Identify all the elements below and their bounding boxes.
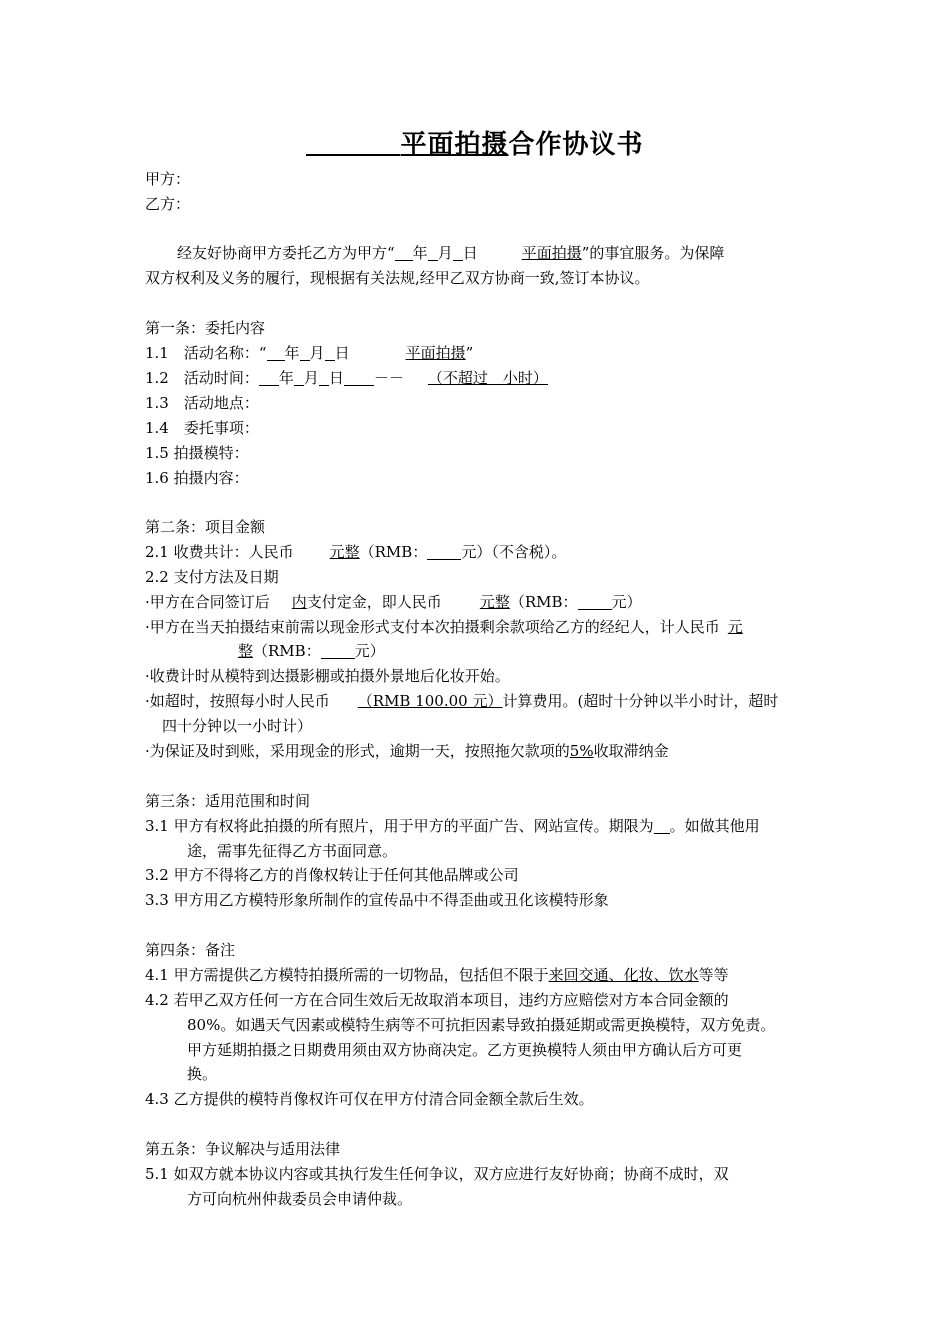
article-1-heading: 第一条：委托内容 bbox=[145, 319, 266, 337]
bullet-overtime-cont: 四十分钟以一小时计） bbox=[162, 717, 313, 735]
bullet-timing: ·收费计时从模特到达摄影棚或拍摄外景地后化妆开始。 bbox=[145, 667, 510, 685]
article-2-heading: 第二条：项目金额 bbox=[145, 518, 266, 536]
item-3-3: 3.3 甲方用乙方模特形象所制作的宣传品中不得歪曲或丑化该模特形象 bbox=[145, 891, 609, 909]
item-5-1-cont: 方可向杭州仲裁委员会申请仲裁。 bbox=[187, 1190, 413, 1208]
title-project: 平面拍摄 bbox=[400, 130, 509, 160]
item-1-6: 1.6 拍摄内容： bbox=[145, 469, 249, 487]
item-4-2-line-3: 甲方延期拍摄之日期费用须由双方协商决定。乙方更换模特人须由甲方确认后方可更 bbox=[187, 1041, 743, 1059]
bullet-late-fee: ·为保证及时到账，采用现金的形式，逾期一天，按照拖欠款项的5%收取滞纳金 bbox=[145, 742, 669, 760]
item-1-3: 1.3 活动地点： bbox=[145, 394, 259, 412]
document-title bbox=[0, 124, 950, 161]
article-3-heading: 第三条：适用范围和时间 bbox=[145, 792, 311, 810]
item-5-1: 5.1 如双方就本协议内容或其执行发生任何争议，双方应进行友好协商；协商不成时，双 bbox=[145, 1165, 729, 1183]
party-b-line: 乙方： bbox=[145, 195, 191, 213]
item-2-1: 2.1 收费共计：人民币 元整（RMB： 元）（不含税）。 bbox=[145, 543, 567, 561]
item-3-1: 3.1 甲方有权将此拍摄的所有照片，用于甲方的平面广告、网站宣传。期限为 。如做其他用 bbox=[145, 817, 760, 835]
item-3-1-cont: 途，需事先征得乙方书面同意。 bbox=[187, 842, 398, 860]
item-1-2: 1.2 活动时间： 年 月 日 －－ （不超过 小时） bbox=[145, 369, 548, 387]
item-4-1: 4.1 甲方需提供乙方模特拍摄所需的一切物品，包括但不限于来回交通、化妆、饮水等等 bbox=[145, 966, 729, 984]
party-a-line: 甲方： bbox=[145, 170, 191, 188]
intro-line-1: 经友好协商甲方委托乙方为甲方“ 年 月 日 平面拍摄”的事宜服务。为保障 bbox=[177, 244, 725, 262]
item-2-2: 2.2 支付方法及日期 bbox=[145, 568, 279, 586]
item-1-1: 1.1 活动名称：“ 年 月 日 平面拍摄” bbox=[145, 344, 474, 362]
item-4-3: 4.3 乙方提供的模特肖像权许可仅在甲方付清合同金额全款后生效。 bbox=[145, 1090, 594, 1108]
title-rest: 合作协议书 bbox=[508, 130, 644, 160]
intro-line-2: 双方权利及义务的履行，现根据有关法规,经甲乙双方协商一致,签订本协议。 bbox=[145, 269, 650, 287]
title-blank bbox=[306, 130, 400, 156]
bullet-balance: ·甲方在当天拍摄结束前需以现金形式支付本次拍摄剩余款项给乙方的经纪人，计人民币 元 bbox=[145, 618, 743, 636]
bullet-overtime: ·如超时，按照每小时人民币 （RMB 100.00 元）计算费用。(超时十分钟以半小时计，超时 bbox=[145, 692, 779, 710]
item-4-2-line-2: 80%。如遇天气因素或模特生病等不可抗拒因素导致拍摄延期或需更换模特，双方免责。 bbox=[187, 1016, 776, 1034]
item-3-2: 3.2 甲方不得将乙方的肖像权转让于任何其他品牌或公司 bbox=[145, 866, 519, 884]
item-1-4: 1.4 委托事项： bbox=[145, 419, 259, 437]
bullet-deposit: ·甲方在合同签订后 内支付定金，即人民币 元整（RMB： 元） bbox=[145, 593, 642, 611]
bullet-balance-cont: 整（RMB： 元） bbox=[238, 642, 385, 660]
item-4-2-line-4: 换。 bbox=[187, 1065, 218, 1083]
item-1-5: 1.5 拍摄模特： bbox=[145, 444, 249, 462]
article-4-heading: 第四条：备注 bbox=[145, 941, 236, 959]
article-5-heading: 第五条：争议解决与适用法律 bbox=[145, 1140, 341, 1158]
item-4-2: 4.2 若甲乙双方任何一方在合同生效后无故取消本项目，违约方应赔偿对方本合同金额的 bbox=[145, 991, 729, 1009]
